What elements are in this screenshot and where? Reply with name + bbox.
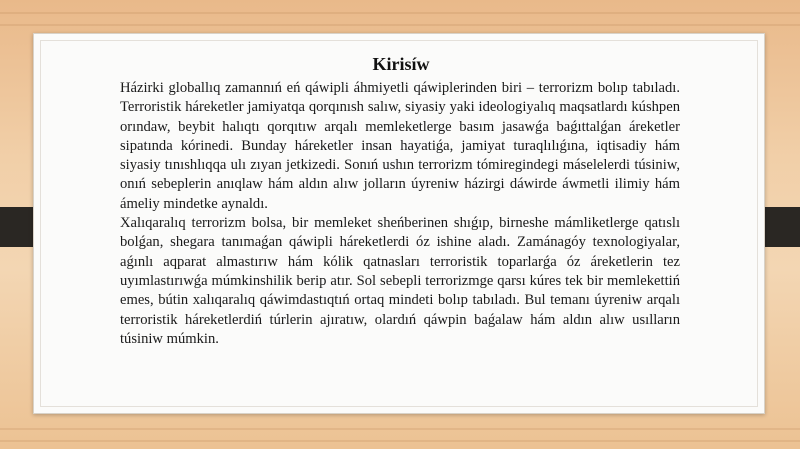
slide-body <box>120 79 680 349</box>
wood-grain <box>0 440 800 442</box>
paragraph-international: Xalıqaralıq terrorizm bolsa, bir memleket sheńberinen shıǵıp, birneshe mámliketlerge qatıslı bolǵan, shegara tanımaǵan qáwipli háreketlerdi óz ishine aladı. Zamánagóy texnologiyalar, aǵınlı aqparat almastırıw hám kólik qatnasları terroristik toparlarǵa óz áreketlerin tez uyımlastırıwǵa múmkinshilik berip atır. Sol sebepli terrorizmge qarsı kúres tek bir memlekettiń emes, bútin xalıqaralıq qáwimdastıqtıń ortaq mindeti bolıp tabıladı. Bul temanı úyreniw arqalı terroristik háreketlerdiń túrlerin ajıratıw, olardıń qáwpin baǵalaw hám aldın alıw usılların túsiniw múmkin. <box>120 215 680 347</box>
wood-grain <box>0 12 800 14</box>
slide-title: Kirisíw <box>372 54 430 74</box>
wood-grain <box>0 428 800 430</box>
paragraph-intro: Házirki globallıq zamannıń eń qáwipli áhmiyetli qáwiplerinden biri – terrorizm bolıp tabıladı. Terroristik háreketler jamiyatqa qorqınısh salıw, siyasiy yaki ideologiyalıq maqsatlardı kúshpen orındaw, beybit halıqtı qorqıtıw arqalı memleketlerge basım jasawǵa baǵıttalǵan áreketler sipatında kórinedi. Bunday háreketler insan hayatiǵa, jamiyat turaqlılıǵına, iqtisadiy hám siyasiy tınıshlıqqa ulı zıyan jetkizedi. Sonıń ushın terrorizm tómiregindegi máselelerdi túsiniw, onıń sebeplerin anıqlaw hám aldın alıw jolların úyreniw házirgi dáwirde áwmetli ilimiy hám ámeliy mindetke aynaldı. <box>120 80 680 212</box>
slide-card <box>33 33 765 414</box>
wood-grain <box>0 24 800 26</box>
